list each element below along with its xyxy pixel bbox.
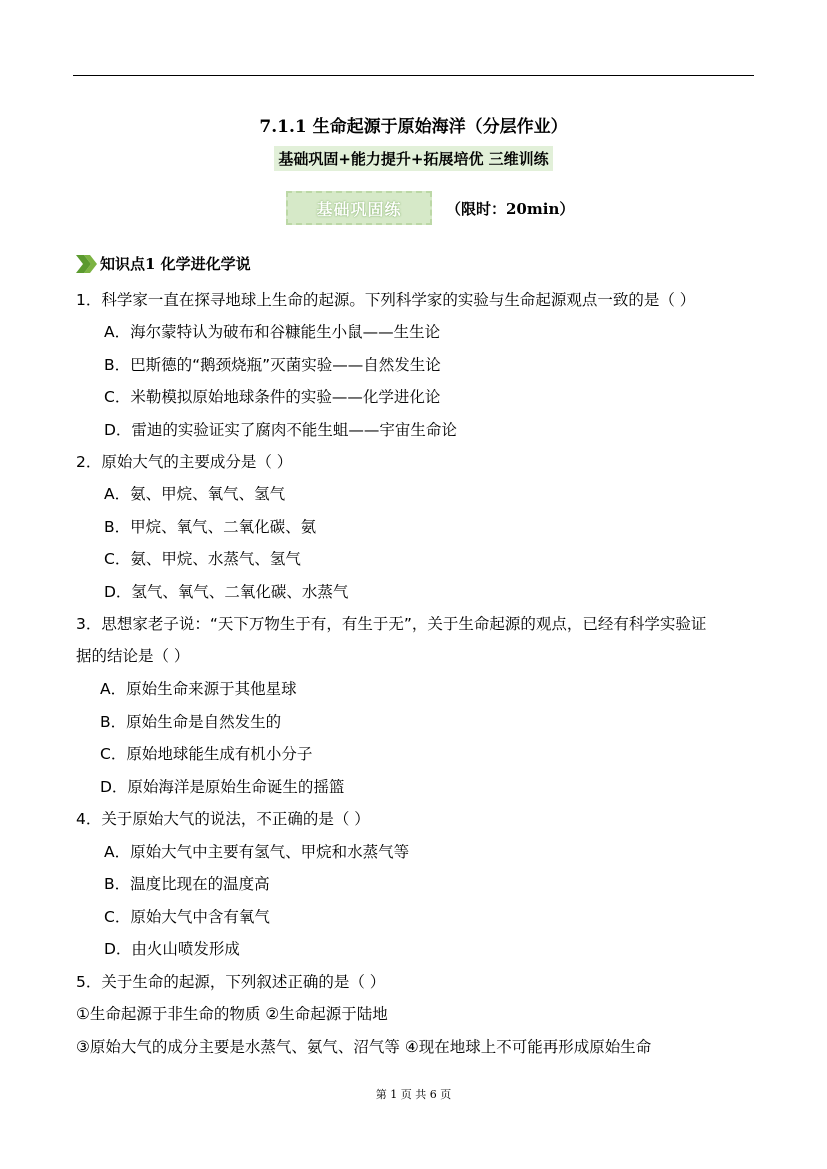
q4-option-a: A．原始大气中主要有氢气、甲烷和水蒸气等 [104, 843, 410, 861]
q3-option-d: D．原始海洋是原始生命诞生的摇篮 [100, 778, 345, 796]
q2-option-d: D．氢气、氧气、二氧化碳、水蒸气 [104, 583, 349, 601]
q3-option-a: A．原始生命来源于其他星球 [100, 680, 297, 698]
knowledge-point-heading [76, 253, 251, 274]
subtitle-container [0, 146, 827, 171]
q5-statements-row1: ①生命起源于非生命的物质 ②生命起源于陆地 [76, 1005, 388, 1023]
q2-option-a: A．氨、甲烷、氧气、氢气 [104, 485, 286, 503]
q1-option-d: D．雷迪的实验证实了腐肉不能生蛆——宇宙生命论 [104, 421, 457, 439]
q3-option-b: B．原始生命是自然发生的 [100, 713, 282, 731]
q1-option-c: C．米勒模拟原始地球条件的实验——化学进化论 [104, 388, 441, 406]
q2-option-b: B．甲烷、氧气、二氧化碳、氨 [104, 518, 317, 536]
knowledge-point-label: 知识点1 化学进化学说 [100, 255, 251, 273]
page-subtitle: 基础巩固+能力提升+拓展培优 三维训练 [274, 146, 552, 171]
page-title: 7.1.1 生命起源于原始海洋（分层作业） [259, 117, 568, 137]
q4-option-c: C．原始大气中含有氧气 [104, 908, 270, 926]
q5-stem: 5．关于生命的起源，下列叙述正确的是（ ） [76, 973, 386, 991]
header-rule [73, 75, 754, 76]
double-chevron-icon [76, 255, 98, 273]
q4-option-b: B．温度比现在的温度高 [104, 875, 270, 893]
q3-stem-line2: 据的结论是（ ） [76, 647, 190, 665]
q5-statements-row2: ③原始大气的成分主要是水蒸气、氨气、沼气等 ④现在地球上不可能再形成原始生命 [76, 1038, 652, 1056]
q4-stem: 4．关于原始大气的说法，不正确的是（ ） [76, 810, 370, 828]
section-badge: 基础巩固练 [286, 191, 432, 225]
page-footer: 第 1 页 共 6 页 [375, 1088, 452, 1101]
q1-option-b: B．巴斯德的“鹅颈烧瓶”灭菌实验——自然发生论 [104, 356, 441, 374]
q1-stem: 1．科学家一直在探寻地球上生命的起源。下列科学家的实验与生命起源观点一致的是（ ） [76, 291, 696, 309]
q3-option-c: C．原始地球能生成有机小分子 [100, 745, 313, 763]
q3-stem-line1: 3．思想家老子说：“天下万物生于有，有生于无”，关于生命起源的观点，已经有科学实验证 [76, 615, 707, 633]
q4-option-d: D．由火山喷发形成 [104, 940, 240, 958]
q1-option-a: A．海尔蒙特认为破布和谷糠能生小鼠——生生论 [104, 323, 441, 341]
time-limit: （限时：20min） [446, 200, 575, 218]
q2-stem: 2．原始大气的主要成分是（ ） [76, 453, 293, 471]
q2-option-c: C．氨、甲烷、水蒸气、氢气 [104, 550, 301, 568]
